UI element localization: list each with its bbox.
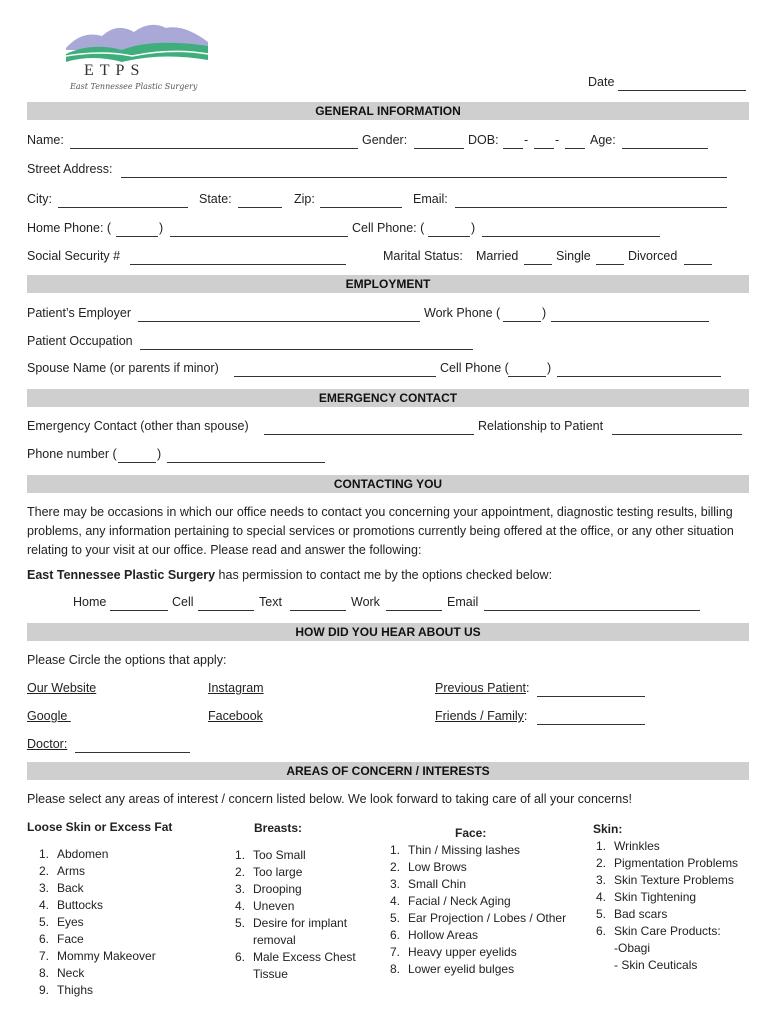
list-item-label: Bad scars <box>614 907 668 921</box>
dob-label: DOB: <box>468 133 499 147</box>
list-item-label: Too Small <box>253 848 306 862</box>
emergency-phone-area-code-field[interactable] <box>118 450 156 463</box>
list-item-label: Skin Care Products: <box>614 924 721 938</box>
list-item-label: Low Brows <box>408 860 467 874</box>
age-label: Age: <box>590 133 616 147</box>
loose-skin-item[interactable] <box>27 965 207 982</box>
face-item[interactable] <box>378 842 588 859</box>
dob-day-field[interactable] <box>534 136 554 149</box>
list-number: 6. <box>389 928 400 942</box>
section-emergency-contact: EMERGENCY CONTACT <box>27 389 749 407</box>
face-list <box>378 842 588 978</box>
previous-patient-field[interactable] <box>537 684 645 697</box>
list-number: 1. <box>38 847 49 861</box>
relationship-field[interactable] <box>612 422 742 435</box>
list-item-label: Desire for implant removal <box>253 916 348 947</box>
work-phone-field[interactable] <box>551 309 709 322</box>
paren-close: ) <box>159 221 164 235</box>
zip-label: Zip: <box>294 192 315 206</box>
work-phone-area-code-field[interactable] <box>503 309 541 322</box>
married-field[interactable] <box>524 252 552 265</box>
list-item-label: Heavy upper eyelids <box>408 945 517 959</box>
home-phone-label: Home Phone: ( <box>27 221 112 235</box>
gender-label: Gender: <box>362 133 408 147</box>
logo <box>62 16 212 98</box>
option-instagram[interactable]: Instagram <box>208 681 264 695</box>
list-item-label: Skin Tightening <box>614 890 697 904</box>
option-friends-family[interactable] <box>435 709 527 723</box>
list-number: 3. <box>234 882 245 896</box>
permission-statement <box>27 568 552 582</box>
list-item-label: Small Chin <box>408 877 467 891</box>
list-item-label: Lower eyelid bulges <box>408 962 515 976</box>
circle-instruction: Please Circle the options that apply: <box>27 653 227 667</box>
mountain-logo-icon <box>62 16 212 68</box>
date-label: Date <box>588 75 615 89</box>
section-employment: EMPLOYMENT <box>27 275 749 293</box>
list-item-label: Skin Texture Problems <box>614 873 734 887</box>
breasts-item[interactable] <box>223 915 373 949</box>
skin-item[interactable] <box>584 957 764 974</box>
list-item-label: Arms <box>57 864 85 878</box>
skin-heading: Skin: <box>593 822 623 836</box>
list-number: 2. <box>234 865 245 879</box>
state-label: State: <box>199 192 232 206</box>
list-item-label: Pigmentation Problems <box>614 856 739 870</box>
list-number: 2. <box>38 864 49 878</box>
list-item-label: -Obagi <box>614 941 651 955</box>
divorced-option: Divorced <box>628 249 678 263</box>
list-number <box>584 940 606 957</box>
breasts-item[interactable] <box>223 847 373 864</box>
option-facebook[interactable]: Facebook <box>208 709 263 723</box>
list-item-label: Drooping <box>253 882 302 896</box>
list-number: 9. <box>38 983 49 997</box>
list-number: 2. <box>389 860 400 874</box>
loose-skin-item[interactable] <box>27 846 207 863</box>
face-item[interactable] <box>378 927 588 944</box>
marital-status-label: Marital Status: <box>383 249 463 263</box>
name-label: Name: <box>27 133 64 147</box>
email-field[interactable] <box>455 195 727 208</box>
list-number: 1. <box>234 848 245 862</box>
home-phone-field[interactable] <box>170 224 348 237</box>
face-item[interactable] <box>378 910 588 927</box>
relationship-label: Relationship to Patient <box>478 419 604 433</box>
age-field[interactable] <box>622 136 708 149</box>
zip-field[interactable] <box>320 195 402 208</box>
breasts-item[interactable] <box>223 881 373 898</box>
street-address-label: Street Address: <box>27 162 113 176</box>
list-number: 8. <box>38 966 49 980</box>
name-field[interactable] <box>70 136 358 149</box>
spouse-cell-area-code-field[interactable] <box>508 364 546 377</box>
list-item-label: Eyes <box>57 915 84 929</box>
section-contacting-you: CONTACTING YOU <box>27 475 749 493</box>
married-option: Married <box>476 249 519 263</box>
work-phone-label: Work Phone ( <box>424 306 501 320</box>
contact-work-label: Work <box>351 595 380 609</box>
logo-text: ETPS <box>84 62 146 79</box>
list-number: 5. <box>595 907 606 921</box>
list-item-label: Thighs <box>57 983 94 997</box>
dob-month-field[interactable] <box>503 136 523 149</box>
city-label: City: <box>27 192 52 206</box>
list-number: 3. <box>38 881 49 895</box>
skin-list <box>584 838 764 974</box>
emergency-phone-field[interactable] <box>167 450 325 463</box>
gender-field[interactable] <box>414 136 464 149</box>
date-field[interactable] <box>618 78 746 91</box>
spouse-cell-phone-field[interactable] <box>557 364 721 377</box>
list-item-label: Male Excess Chest Tissue <box>253 950 356 981</box>
skin-item[interactable] <box>584 855 764 872</box>
skin-item[interactable] <box>584 872 764 889</box>
areas-intro: Please select any areas of interest / concern listed below. We look forward to taking care of all your concerns! <box>27 792 632 806</box>
list-item-label: Too large <box>253 865 303 879</box>
list-number: 5. <box>38 915 49 929</box>
breasts-list <box>223 847 373 983</box>
list-item-label: Neck <box>57 966 85 980</box>
list-item-label: Hollow Areas <box>408 928 479 942</box>
list-number: 8. <box>389 962 400 976</box>
loose-skin-item[interactable] <box>27 897 207 914</box>
breasts-item[interactable] <box>223 864 373 881</box>
list-number: 4. <box>38 898 49 912</box>
list-number: 3. <box>389 877 400 891</box>
contact-email-label: Email <box>447 595 479 609</box>
face-item[interactable] <box>378 893 588 910</box>
colon: : <box>523 709 528 723</box>
list-item-label: Back <box>57 881 84 895</box>
colon: : <box>526 681 530 695</box>
contact-work-checkbox[interactable] <box>386 598 442 611</box>
spouse-name-field[interactable] <box>234 364 436 377</box>
cell-phone-field[interactable] <box>482 224 660 237</box>
loose-skin-item[interactable] <box>27 931 207 948</box>
emergency-contact-label: Emergency Contact (other than spouse) <box>27 419 249 433</box>
contacting-paragraph: There may be occasions in which our office needs to contact you concerning your appointment, diagnostic testing results, billing problems, any information pertaining to special services or promotions currently being offered at the office, or any other situation relating to your visit at our office. Please read and answer the following: <box>27 505 734 557</box>
contact-home-checkbox[interactable] <box>110 598 168 611</box>
option-doctor[interactable]: Doctor: <box>27 737 68 751</box>
list-item-label: Thin / Missing lashes <box>408 843 521 857</box>
list-number <box>584 957 606 974</box>
list-item-label: Uneven <box>253 899 295 913</box>
list-number: 6. <box>38 932 49 946</box>
list-item-label: Buttocks <box>57 898 104 912</box>
section-areas-of-concern: AREAS OF CONCERN / INTERESTS <box>27 762 749 780</box>
skin-item[interactable] <box>584 906 764 923</box>
breasts-item[interactable] <box>223 949 373 983</box>
divorced-field[interactable] <box>684 252 712 265</box>
option-previous-patient[interactable] <box>435 681 530 695</box>
skin-item[interactable] <box>584 838 764 855</box>
face-item[interactable] <box>378 876 588 893</box>
list-item-label: Face <box>57 932 84 946</box>
company-name: East Tennessee Plastic Surgery <box>27 568 216 582</box>
loose-skin-list <box>27 846 207 999</box>
paren-close: ) <box>547 361 552 375</box>
skin-item[interactable] <box>584 940 764 957</box>
occupation-field[interactable] <box>140 337 473 350</box>
single-option: Single <box>556 249 591 263</box>
loose-skin-item[interactable] <box>27 863 207 880</box>
list-item-label: Facial / Neck Aging <box>408 894 511 908</box>
loose-skin-item[interactable] <box>27 914 207 931</box>
logo-subtitle: East Tennessee Plastic Surgery <box>70 82 198 91</box>
contact-text-label: Text <box>259 595 282 609</box>
loose-skin-heading: Loose Skin or Excess Fat <box>27 820 173 834</box>
breasts-item[interactable] <box>223 898 373 915</box>
contact-cell-label: Cell <box>172 595 194 609</box>
list-number: 7. <box>389 945 400 959</box>
list-number: 3. <box>595 873 606 887</box>
list-item-label: Mommy Makeover <box>57 949 156 963</box>
city-field[interactable] <box>58 195 188 208</box>
cell-phone-label: Cell Phone: ( <box>352 221 425 235</box>
skin-item[interactable] <box>584 889 764 906</box>
friends-family-field[interactable] <box>537 712 645 725</box>
spouse-cell-phone-label: Cell Phone ( <box>440 361 509 375</box>
contact-text-checkbox[interactable] <box>290 598 346 611</box>
paren-close: ) <box>542 306 547 320</box>
ssn-label: Social Security # <box>27 249 121 263</box>
employer-field[interactable] <box>138 309 420 322</box>
list-number: 2. <box>595 856 606 870</box>
street-address-field[interactable] <box>121 165 727 178</box>
list-number: 4. <box>389 894 400 908</box>
list-number: 6. <box>234 950 245 964</box>
breasts-heading: Breasts: <box>254 821 303 835</box>
ssn-field[interactable] <box>130 252 346 265</box>
employer-label: Patient’s Employer <box>27 306 131 320</box>
option-google[interactable]: Google <box>27 709 71 723</box>
dob-separator: - <box>555 133 560 147</box>
permission-text: has permission to contact me by the options checked below: <box>215 568 553 582</box>
list-number: 4. <box>595 890 606 904</box>
list-item-label: Wrinkles <box>614 839 660 853</box>
emergency-contact-field[interactable] <box>264 422 474 435</box>
dob-year-field[interactable] <box>565 136 585 149</box>
emergency-phone-label: Phone number ( <box>27 447 117 461</box>
loose-skin-item[interactable] <box>27 982 207 999</box>
face-heading: Face: <box>455 826 487 840</box>
loose-skin-item[interactable] <box>27 880 207 897</box>
email-label: Email: <box>413 192 448 206</box>
face-item[interactable] <box>378 944 588 961</box>
dob-separator: - <box>524 133 529 147</box>
spouse-name-label: Spouse Name (or parents if minor) <box>27 361 219 375</box>
skin-item[interactable] <box>584 923 764 940</box>
list-number: 5. <box>234 916 245 930</box>
state-field[interactable] <box>238 195 282 208</box>
doctor-field[interactable] <box>75 740 190 753</box>
option-friends-family-label: Friends / Family <box>435 709 524 723</box>
option-previous-patient-label: Previous Patient <box>435 681 527 695</box>
option-our-website[interactable]: Our Website <box>27 681 97 695</box>
section-how-did-you-hear: HOW DID YOU HEAR ABOUT US <box>27 623 749 641</box>
list-number: 1. <box>389 843 400 857</box>
single-field[interactable] <box>596 252 624 265</box>
occupation-label: Patient Occupation <box>27 334 133 348</box>
section-general-information: GENERAL INFORMATION <box>27 102 749 120</box>
paren-close: ) <box>157 447 162 461</box>
list-number: 7. <box>38 949 49 963</box>
list-item-label: - Skin Ceuticals <box>614 958 698 972</box>
list-number: 4. <box>234 899 245 913</box>
contact-email-field[interactable] <box>484 598 700 611</box>
paren-close: ) <box>471 221 476 235</box>
list-item-label: Abdomen <box>57 847 109 861</box>
contact-home-label: Home <box>73 595 107 609</box>
contact-cell-checkbox[interactable] <box>198 598 254 611</box>
cell-phone-area-code-field[interactable] <box>428 224 470 237</box>
face-item[interactable] <box>378 961 588 978</box>
home-phone-area-code-field[interactable] <box>116 224 158 237</box>
list-number: 1. <box>595 839 606 853</box>
list-item-label: Ear Projection / Lobes / Other <box>408 911 567 925</box>
face-item[interactable] <box>378 859 588 876</box>
loose-skin-item[interactable] <box>27 948 207 965</box>
list-number: 6. <box>595 924 606 938</box>
list-number: 5. <box>389 911 400 925</box>
